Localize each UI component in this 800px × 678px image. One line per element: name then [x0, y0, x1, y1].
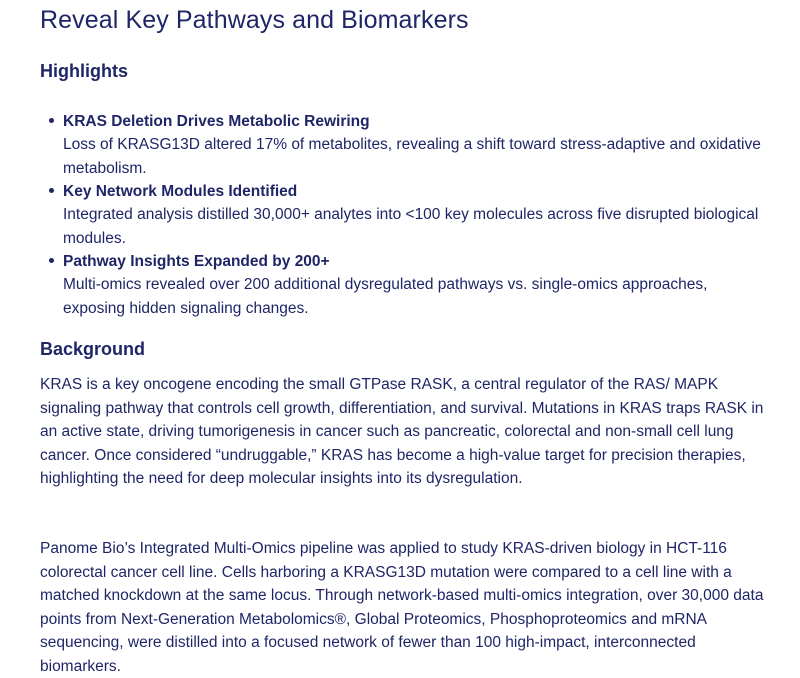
- highlight-text: Loss of KRASG13D altered 17% of metabolites, revealing a shift toward stress-adaptive and oxidative metabolism.: [63, 136, 761, 177]
- highlight-item: [40, 250, 780, 320]
- highlight-title: Pathway Insights Expanded by 200+: [63, 253, 330, 270]
- page-title: Reveal Key Pathways and Biomarkers: [40, 6, 469, 34]
- highlights-heading: Highlights: [40, 61, 128, 81]
- highlight-text: Integrated analysis distilled 30,000+ analytes into <100 key molecules across five disrupted biological modules.: [63, 206, 759, 247]
- highlight-item: [40, 110, 780, 180]
- bullet-icon: [49, 188, 54, 193]
- bullet-icon: [49, 258, 54, 263]
- background-paragraph: Panome Bio’s Integrated Multi-Omics pipeline was applied to study KRAS-driven biology in HCT-116 colorectal cancer cell line. Cells harboring a KRASG13D mutation were compared to a cell line with a matched knockdown at the same locus. Through network-based multi-omics integration, over 30,000 data points from Next-Generation Metabolomics®, Global Proteomics, Phosphoproteomics and mRNA sequencing, were distilled into a focused network of fewer than 100 high-impact, interconnected biomarkers.: [40, 540, 764, 675]
- highlight-text: Multi-omics revealed over 200 additional dysregulated pathways vs. single-omics approaches, exposing hidden signaling changes.: [63, 276, 708, 317]
- background-heading: Background: [40, 339, 146, 359]
- highlights-list: [40, 110, 780, 320]
- background-paragraph: KRAS is a key oncogene encoding the small GTPase RASK, a central regulator of the RAS/ MAPK signaling pathway that controls cell growth, differentiation, and survival. Mutations in KRAS traps RASK in an active state, driving tumorigenesis in cancer such as pancreatic, colorectal and non-small cell lung cancer. Once considered “undruggable,” KRAS has become a high-value target for precision therapies, highlighting the need for deep molecular insights into its dysregulation.: [40, 376, 764, 487]
- highlight-item: [40, 180, 780, 250]
- bullet-icon: [49, 118, 54, 123]
- highlight-title: KRAS Deletion Drives Metabolic Rewiring: [63, 113, 370, 130]
- highlight-title: Key Network Modules Identified: [63, 183, 298, 200]
